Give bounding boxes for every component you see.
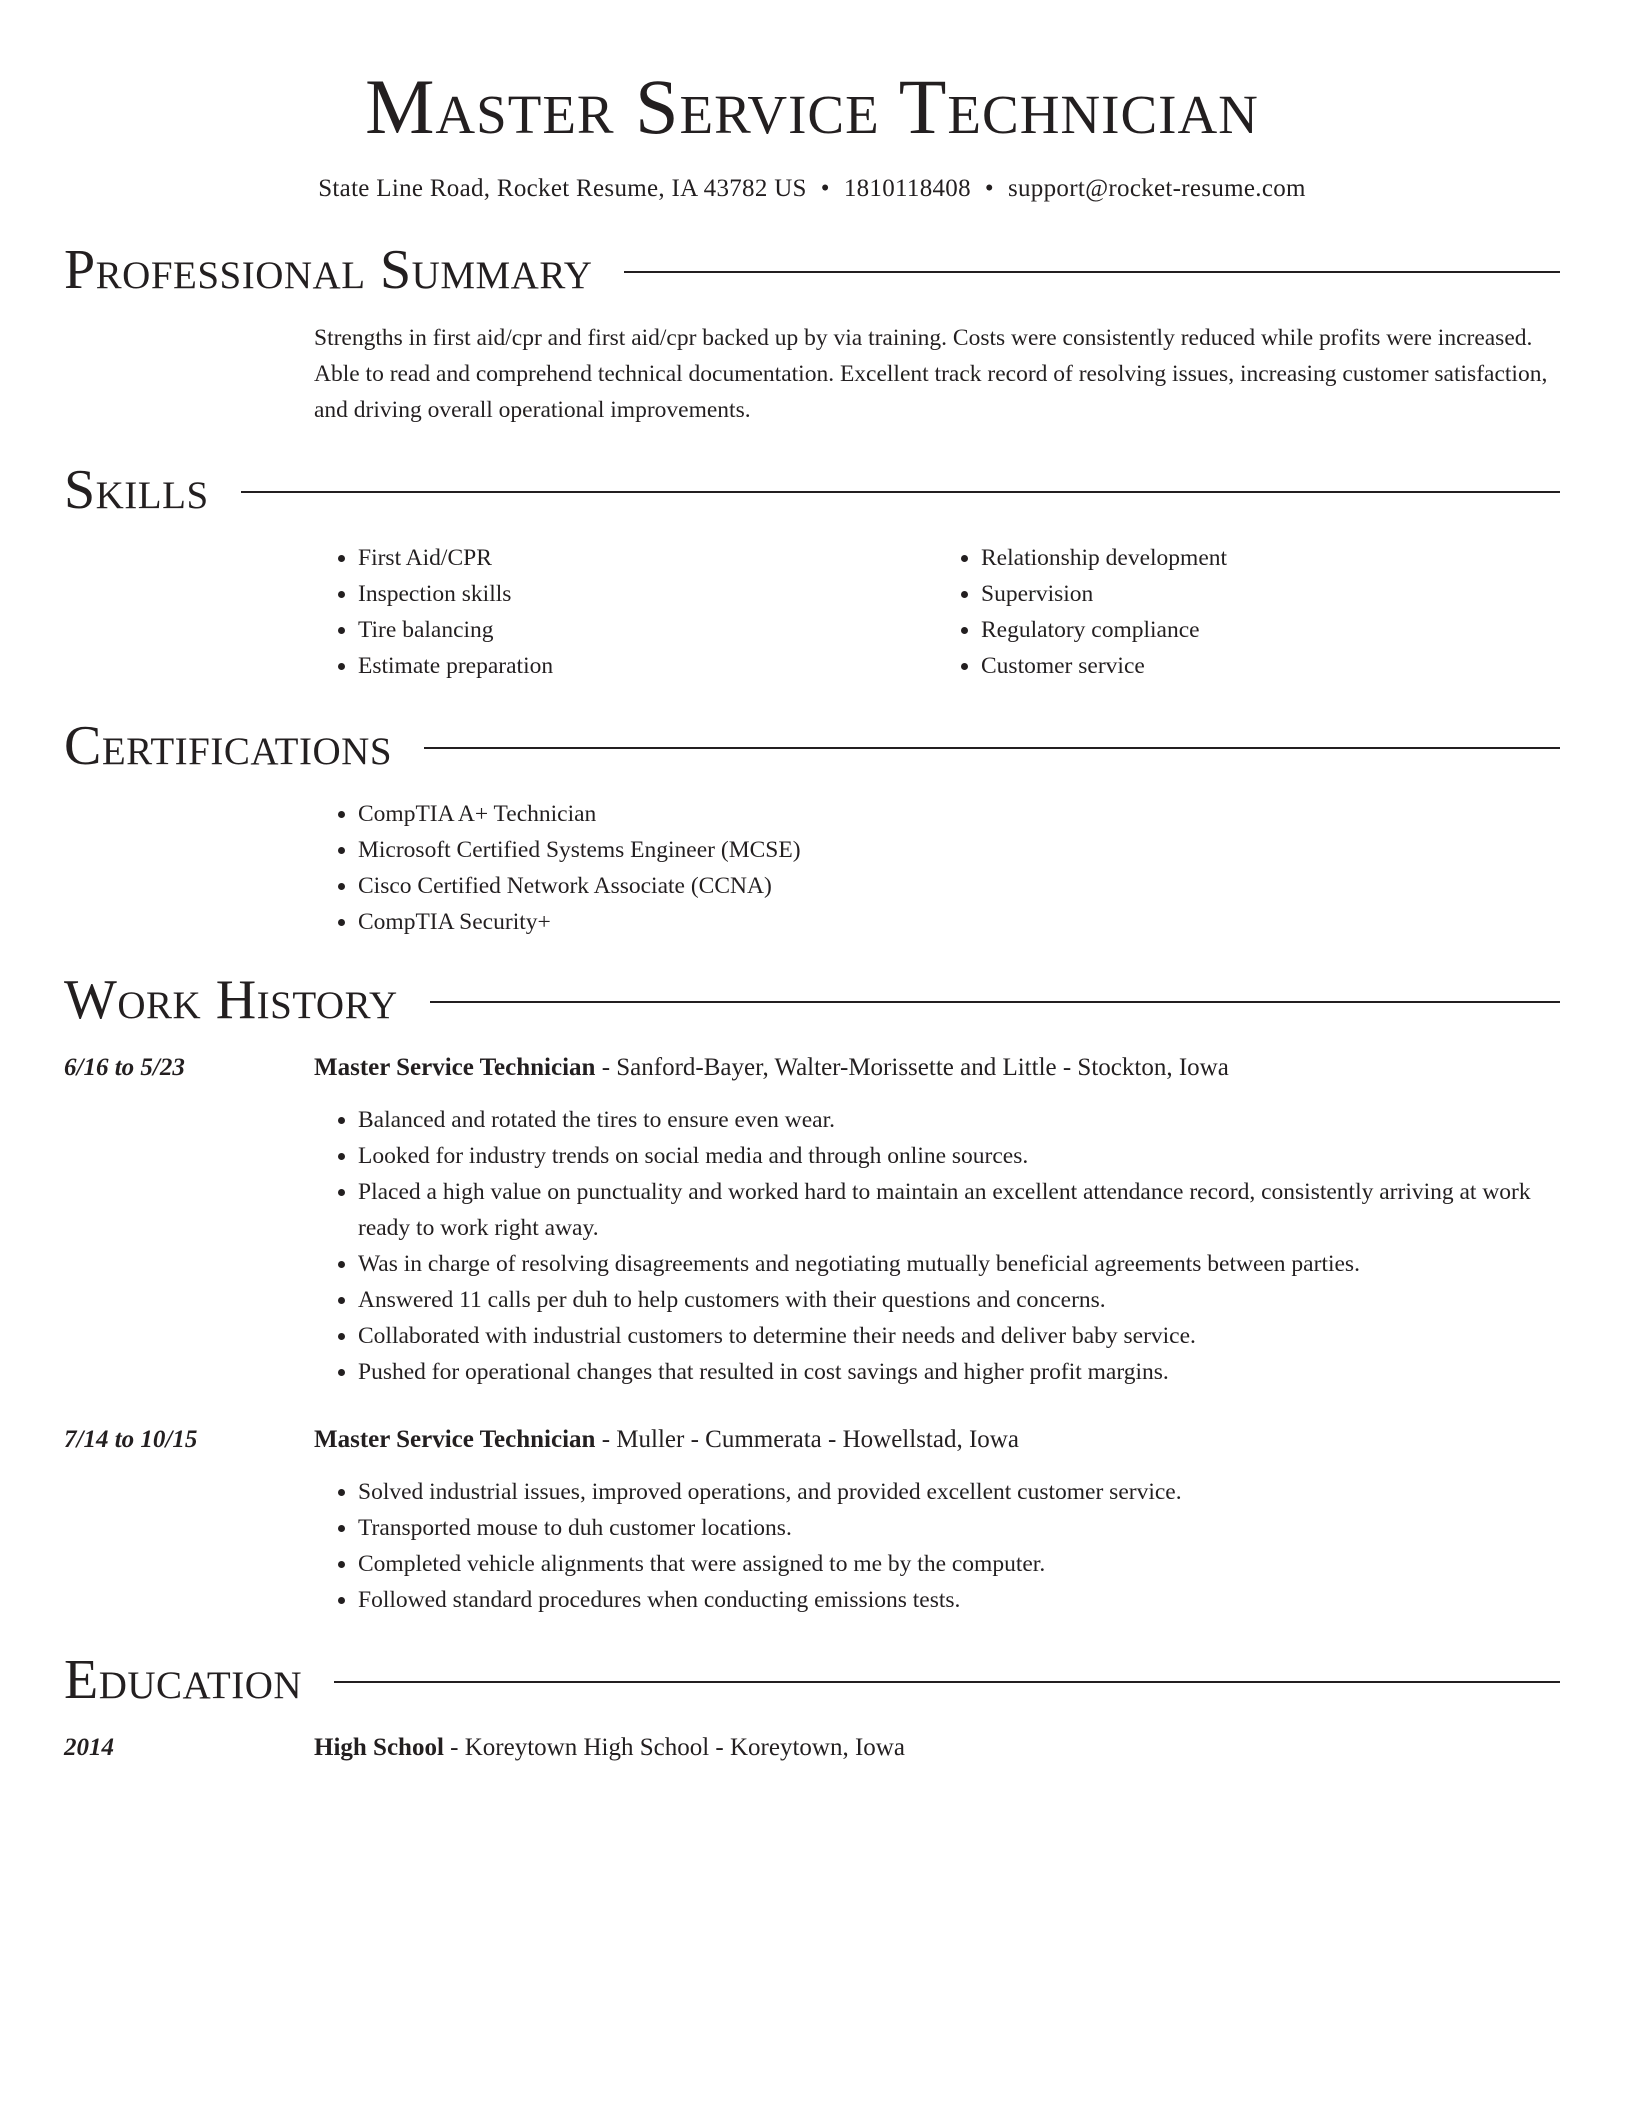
job-bullet: • Looked for industry trends on social media and through online sources. xyxy=(358,1138,1560,1174)
job-bullets-body xyxy=(314,1474,1560,1618)
skill-item: • Regulatory compliance xyxy=(981,612,1560,648)
job-bullets-body xyxy=(314,1102,1560,1390)
job-bullets xyxy=(314,1102,1560,1390)
job-bullet: • Answered 11 calls per duh to help customers with their questions and concerns. xyxy=(358,1282,1560,1318)
job-bullet: • Collaborated with industrial customers to determine their needs and deliver baby service. xyxy=(358,1318,1560,1354)
contact-address: State Line Road, Rocket Resume, IA 43782 US xyxy=(318,175,807,202)
skills-column-left xyxy=(314,540,937,684)
certifications-heading: Certifications xyxy=(64,715,393,777)
skill-item: • Supervision xyxy=(981,576,1560,612)
job-bullet: • Transported mouse to duh customer locations. xyxy=(358,1510,1560,1546)
resume-name: Master Service Technician xyxy=(365,63,1259,150)
summary-section-header xyxy=(64,238,1560,302)
section-divider xyxy=(424,747,1560,749)
skill-item: • Relationship development xyxy=(981,540,1560,576)
education-header xyxy=(64,1730,1560,1766)
skill-item: • Inspection skills xyxy=(358,576,937,612)
work-heading: Work History xyxy=(64,969,398,1031)
job-date: 6/16 to 5/23 xyxy=(64,1054,185,1081)
certifications-list xyxy=(314,796,1560,940)
job-bullet: • Followed standard procedures when conducting emissions tests. xyxy=(358,1582,1560,1618)
section-divider xyxy=(430,1001,1560,1003)
job-title: Master Service Technician xyxy=(314,1054,596,1081)
job-details: - Sanford-Bayer, Walter-Morissette and Little - Stockton, Iowa xyxy=(595,1054,1229,1081)
education-degree: High School xyxy=(314,1734,444,1761)
skills-column-right xyxy=(937,540,1560,684)
education-section-header xyxy=(64,1648,1560,1712)
job-bullet: • Placed a high value on punctuality and worked hard to maintain an excellent attendance record, consistently arriving at work ready to work right away. xyxy=(358,1174,1560,1246)
summary-text: Strengths in first aid/cpr and first aid/cpr backed up by via training. Costs were consistently reduced while profits were increased. Able to read and comprehend technical documentation. Excellent track record of resolving issues, increasing customer satisfaction, and driving overall operational improvements. xyxy=(314,325,1548,423)
job-details: - Muller - Cummerata - Howellstad, Iowa xyxy=(595,1426,1019,1453)
certification-item: • CompTIA A+ Technician xyxy=(358,796,1560,832)
job-bullet: • Was in charge of resolving disagreements and negotiating mutually beneficial agreements between parties. xyxy=(358,1246,1560,1282)
job-bullet: • Balanced and rotated the tires to ensure even wear. xyxy=(358,1102,1560,1138)
resume-page xyxy=(64,0,1560,1766)
skill-item: • Customer service xyxy=(981,648,1560,684)
contact-phone: 1810118408 xyxy=(843,175,971,202)
job-title: Master Service Technician xyxy=(314,1426,596,1453)
contact-separator: • xyxy=(820,175,830,202)
skills-list xyxy=(314,540,1560,684)
education-title-line xyxy=(314,1730,1560,1766)
job-bullet: • Solved industrial issues, improved operations, and provided excellent customer service. xyxy=(358,1474,1560,1510)
job-bullet: • Completed vehicle alignments that were assigned to me by the computer. xyxy=(358,1546,1560,1582)
skills-heading: Skills xyxy=(64,459,209,521)
certification-item: • CompTIA Security+ xyxy=(358,904,1560,940)
job-date: 7/14 to 10/15 xyxy=(64,1426,198,1453)
section-divider xyxy=(334,1681,1560,1683)
skills-section-header xyxy=(64,458,1560,522)
job-bullet: • Pushed for operational changes that resulted in cost savings and higher profit margins. xyxy=(358,1354,1560,1390)
job-title-line xyxy=(314,1422,1560,1458)
certifications-body xyxy=(314,796,1560,940)
summary-heading: Professional Summary xyxy=(64,239,593,301)
summary-body xyxy=(314,320,1560,428)
certification-item: • Microsoft Certified Systems Engineer (MCSE) xyxy=(358,832,1560,868)
contact-email: support@rocket-resume.com xyxy=(1007,175,1306,202)
education-details: - Koreytown High School - Koreytown, Iowa xyxy=(443,1734,905,1761)
work-section-header xyxy=(64,968,1560,1032)
job-entry xyxy=(64,1050,1560,1390)
education-date: 2014 xyxy=(64,1734,114,1761)
section-divider xyxy=(624,271,1560,273)
contact-separator: • xyxy=(984,175,994,202)
job-header xyxy=(64,1050,1560,1086)
job-entry xyxy=(64,1422,1560,1618)
skill-item: • Tire balancing xyxy=(358,612,937,648)
job-bullets xyxy=(314,1474,1560,1618)
job-header xyxy=(64,1422,1560,1458)
contact-line xyxy=(64,172,1560,206)
job-title-line xyxy=(314,1050,1560,1086)
education-heading: Education xyxy=(64,1649,303,1711)
skill-item: • Estimate preparation xyxy=(358,648,937,684)
section-divider xyxy=(241,491,1560,493)
certification-item: • Cisco Certified Network Associate (CCNA) xyxy=(358,868,1560,904)
certifications-section-header xyxy=(64,714,1560,778)
education-entry xyxy=(64,1730,1560,1766)
skill-item: • First Aid/CPR xyxy=(358,540,937,576)
